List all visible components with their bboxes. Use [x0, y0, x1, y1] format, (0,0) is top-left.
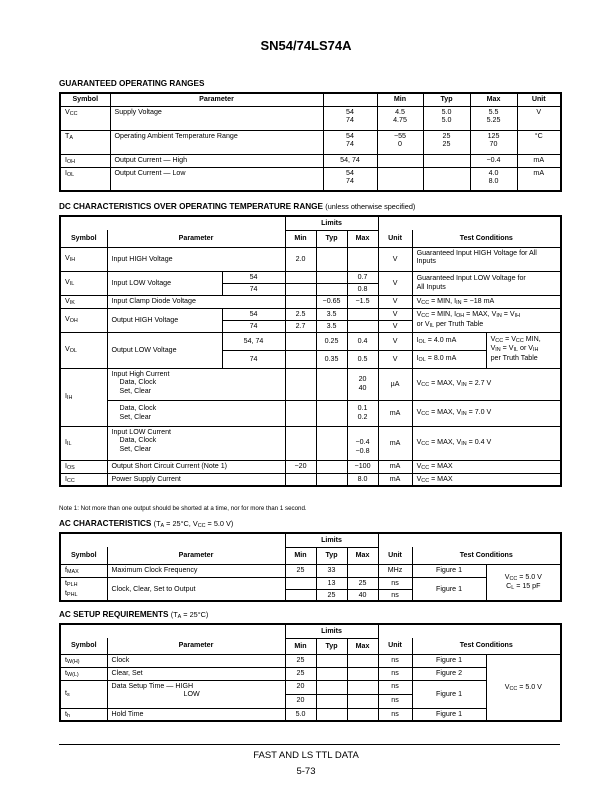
table-row: $t_{PLH}$ $t_{PHL}$ Clock, Clear, Set to Output 13 25 ns Figure 1	[60, 577, 561, 589]
dc-table	[59, 215, 562, 487]
setup-header-typ: Typ	[316, 638, 347, 654]
table-row: 74 2.7 3.5 V	[60, 320, 561, 332]
table-row: $f_{MAX}$ Maximum Clock Frequency 25 33 MHz Figure 1 $V_{CC} = 5.0$ V $C_L = 15$ pF	[60, 564, 561, 577]
table-row: $t_{W(H)}$ Clock 25 ns Figure 1 $V_{CC} = 5.0$ V	[60, 654, 561, 667]
gor-header-parameter: Parameter	[110, 93, 323, 106]
dc-header-parameter: Parameter	[107, 230, 285, 247]
page-title: SN54/74LS74A	[260, 38, 352, 53]
table-row: 74 0.8	[60, 283, 561, 295]
table-row: $V_{IK}$ Input Clamp Diode Voltage −0.65 −1.5 V $V_{CC}$ = MIN, $I_{IN} = -18$ mA	[60, 295, 561, 308]
dc-header-max: Max	[347, 230, 378, 247]
table-row: $I_{OL}$ Output Current — Low 54 74 4.0 8.0 mA	[60, 167, 561, 191]
ac-header-limits: Limits	[285, 533, 378, 547]
table-row: $T_A$ Operating Ambient Temperature Range 54 74 −55 0 25 25 125 70 °C	[60, 130, 561, 154]
table-row: $I_{IH}$ Input High Current Data, Clock Set, Clear 20 40 µA $V_{CC}$ = MAX, $V_{IN} = 2.7$ V	[60, 368, 561, 400]
table-row: $t_s$ Data Setup Time — HIGH LOW 20 ns Figure 1	[60, 680, 561, 694]
dc-header-symbol: Symbol	[60, 230, 107, 247]
table-row: $V_{IH}$ Input HIGH Voltage 2.0 V Guaranteed Input HIGH Voltage for All Inputs	[60, 247, 561, 271]
dc-header-typ: Typ	[316, 230, 347, 247]
gor-table	[59, 92, 562, 192]
ac-header-max: Max	[347, 547, 378, 564]
setup-header-conditions: Test Conditions	[412, 638, 561, 654]
setup-header-min: Min	[285, 638, 316, 654]
ac-header-symbol: Symbol	[60, 547, 107, 564]
gor-header-symbol: Symbol	[60, 93, 110, 106]
table-row: Data, Clock Set, Clear 0.1 0.2 mA $V_{CC}$ = MAX, $V_{IN} = 7.0$ V	[60, 400, 561, 426]
setup-heading: AC SETUP REQUIREMENTS $(T_A = 25^\circ C)$	[59, 610, 209, 620]
dc-header-limits: Limits	[285, 216, 378, 230]
ac-header-typ: Typ	[316, 547, 347, 564]
gor-header-unit: Unit	[517, 93, 561, 106]
setup-header-limits: Limits	[285, 624, 378, 638]
footer-divider	[59, 744, 560, 745]
setup-header-symbol: Symbol	[60, 638, 107, 654]
dc-note: Note 1: Not more than one output should be shorted at a time, nor for more than 1 second.	[59, 505, 307, 512]
table-row: $t_h$ Hold Time 5.0 ns Figure 1	[60, 708, 561, 721]
table-row: $t_{W(L)}$ Clear, Set 25 ns Figure 2	[60, 667, 561, 680]
table-row: $V_{CC}$ Supply Voltage 54 74 4.5 4.75 5.0 5.0 5.5 5.25 V	[60, 106, 561, 130]
ac-table	[59, 532, 562, 602]
ac-header-min: Min	[285, 547, 316, 564]
table-row: $I_{CC}$ Power Supply Current 8.0 mA $V_{CC}$ = MAX	[60, 473, 561, 486]
table-row: 25 40 ns	[60, 589, 561, 601]
table-row: $I_{OS}$ Output Short Circuit Current (Note 1) −20 −100 mA $V_{CC}$ = MAX	[60, 460, 561, 473]
setup-header-unit: Unit	[378, 638, 412, 654]
dc-heading: DC CHARACTERISTICS OVER OPERATING TEMPERATURE RANGE (unless otherwise specified)	[59, 202, 416, 211]
footer-title: FAST AND LS TTL DATA	[253, 750, 359, 761]
table-row: $V_{IL}$ Input LOW Voltage 54 0.7 V Guaranteed Input LOW Voltage for All Inputs	[60, 271, 561, 283]
table-row: $I_{OH}$ Output Current — High 54, 74 −0.4 mA	[60, 154, 561, 167]
setup-header-max: Max	[347, 638, 378, 654]
ac-header-unit: Unit	[378, 547, 412, 564]
gor-heading: GUARANTEED OPERATING RANGES	[59, 79, 205, 88]
table-row: 20 ns	[60, 694, 561, 708]
setup-table	[59, 623, 562, 722]
ac-header-parameter: Parameter	[107, 547, 285, 564]
dc-header-min: Min	[285, 230, 316, 247]
setup-header-parameter: Parameter	[107, 638, 285, 654]
gor-header-min: Min	[377, 93, 423, 106]
page-number: 5-73	[296, 766, 316, 777]
ac-heading: AC CHARACTERISTICS ($T_A = 25^\circ C$, $V_{CC} = 5.0$ V)	[59, 519, 234, 529]
gor-header-typ: Typ	[423, 93, 470, 106]
table-row: $I_{IL}$ Input LOW Current Data, Clock Set, Clear −0.4 −0.8 mA $V_{CC}$ = MAX, $V_{IN} = 0.4$ V	[60, 426, 561, 460]
table-row: 74 0.35 0.5 V $I_{OL} = 8.0$ mA	[60, 350, 561, 368]
table-row: $V_{OL}$ Output LOW Voltage 54, 74 0.25 0.4 V $I_{OL} = 4.0$ mA $V_{CC} = V_{CC}$ MIN, $V_{IN} = V_{IL}$ or $V_{IH}$ per Truth Table	[60, 332, 561, 350]
gor-header-max: Max	[470, 93, 517, 106]
dc-header-conditions: Test Conditions	[412, 230, 561, 247]
ac-header-conditions: Test Conditions	[412, 547, 561, 564]
table-row: $V_{OH}$ Output HIGH Voltage 54 2.5 3.5 V $V_{CC}$ = MIN, $I_{OH}$ = MAX, $V_{IN} = V_{IH}$ or $V_{IL}$ per Truth Table	[60, 308, 561, 320]
dc-header-unit: Unit	[378, 230, 412, 247]
